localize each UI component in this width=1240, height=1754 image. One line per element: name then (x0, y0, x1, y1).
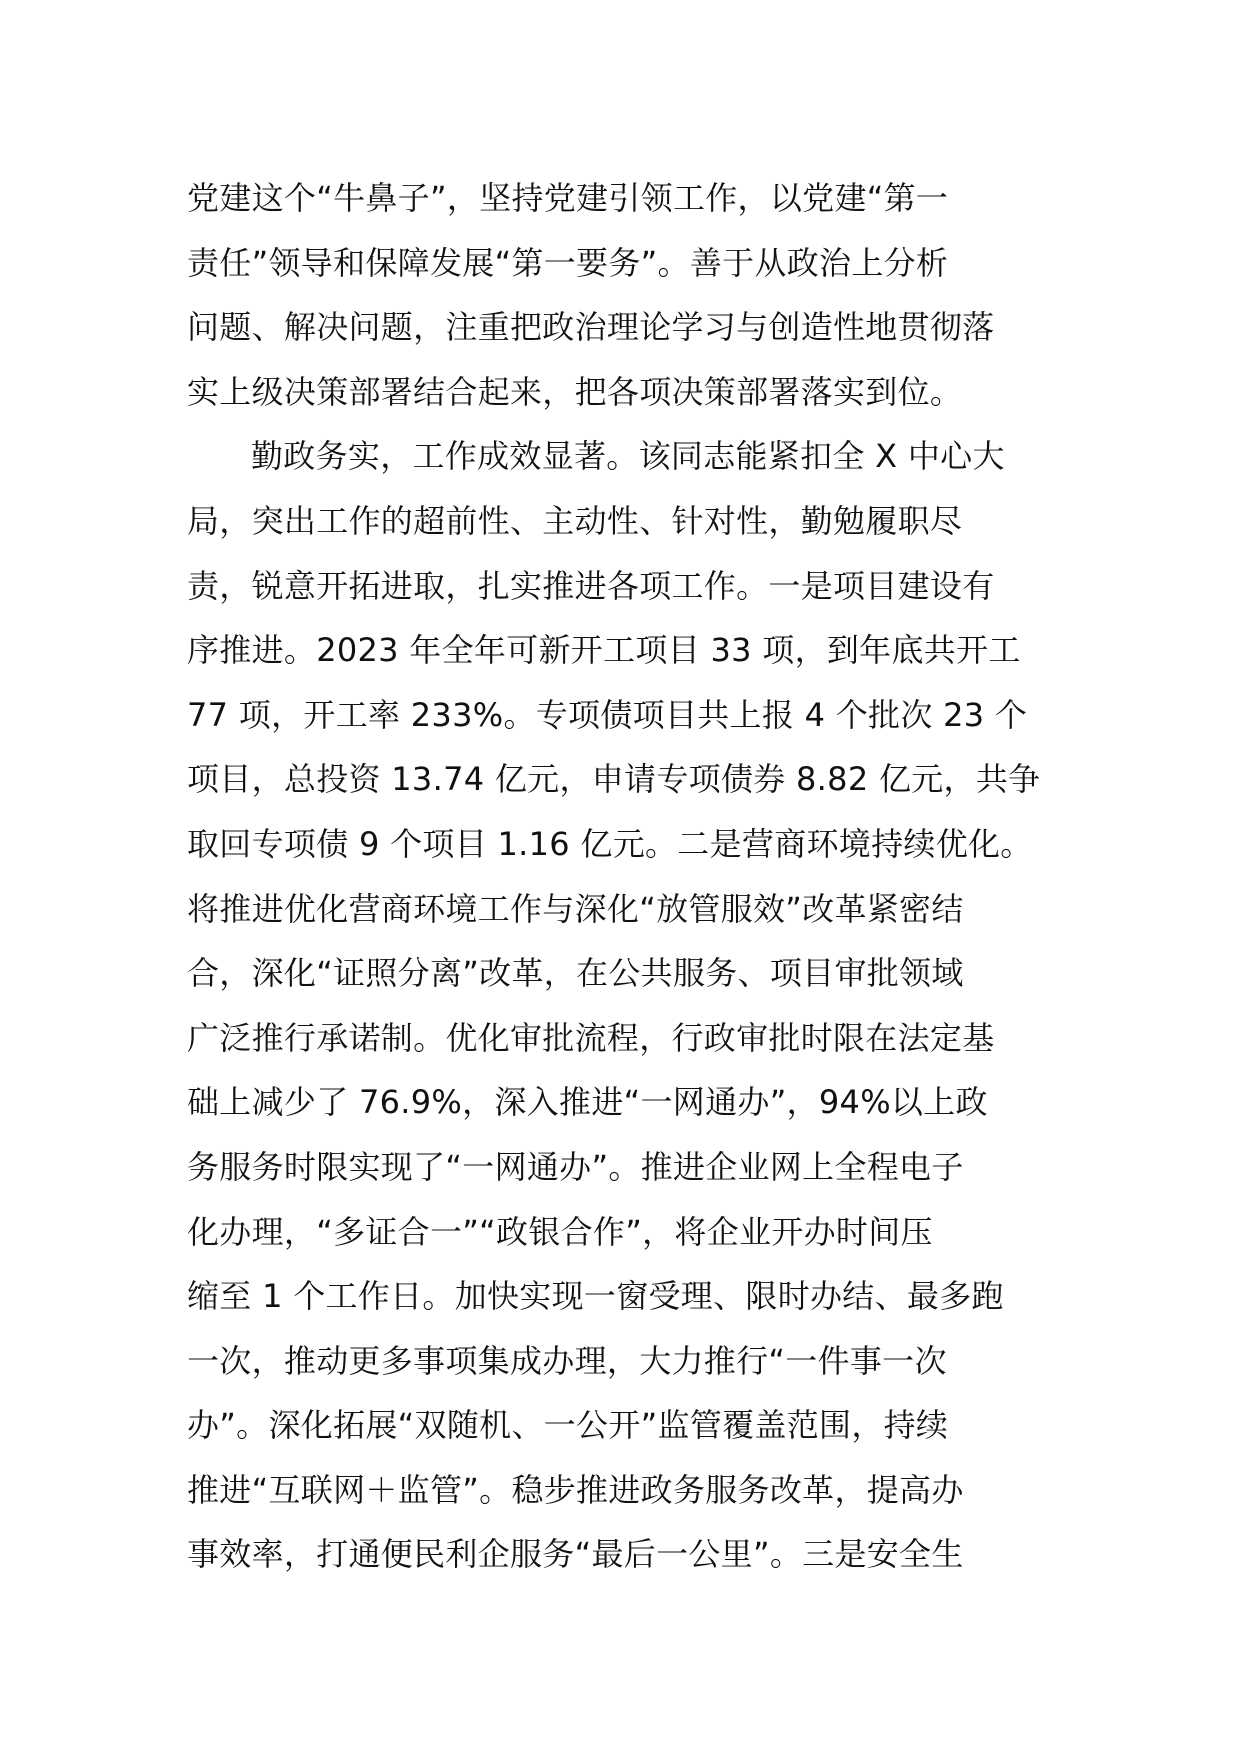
text-line: 合，深化“证照分离”改革，在公共服务、项目审批领域 (187, 954, 964, 993)
text-line: 础上减少了 76.9%，深入推进“一网通办”，94%以上政 (187, 1083, 988, 1122)
text-line: 局，突出工作的超前性、主动性、针对性，勤勉履职尽 (187, 501, 963, 540)
text-line: 缩至 1 个工作日。加快实现一窗受理、限时办结、最多跑 (187, 1277, 1004, 1316)
text-line: 问题、解决问题，注重把政治理论学习与创造性地贯彻落 (187, 308, 995, 347)
text-line: 勤政务实，工作成效显著。该同志能紧扣全 X 中心大 (251, 437, 1005, 476)
text-line: 一次，推动更多事项集成办理，大力推行“一件事一次 (187, 1341, 947, 1380)
text-line: 项目，总投资 13.74 亿元，申请专项债券 8.82 亿元，共争 (187, 760, 1041, 799)
text-line: 责任”领导和保障发展“第一要务”。善于从政治上分析 (187, 243, 949, 282)
text-line: 化办理，“多证合一”“政银合作”，将企业开办时间压 (187, 1212, 933, 1251)
text-line: 党建这个“牛鼻子”，坚持党建引领工作，以党建“第一 (187, 179, 949, 217)
text-line: 序推进。2023 年全年可新开工项目 33 项，到年底共开工 (187, 631, 1021, 670)
text-line: 推进“互联网＋监管”。稳步推进政务服务改革，提高办 (187, 1470, 964, 1509)
text-line: 77 项，开工率 233%。专项债项目共上报 4 个批次 23 个 (187, 695, 1028, 734)
text-line: 将推进优化营商环境工作与深化“放管服效”改革紧密结 (187, 889, 964, 928)
text-line: 广泛推行承诺制。优化审批流程，行政审批时限在法定基 (187, 1018, 995, 1057)
text-line: 事效率，打通便民利企服务“最后一公里”。三是安全生 (187, 1535, 964, 1574)
text-line: 办”。深化拓展“双随机、一公开”监管覆盖范围，持续 (187, 1406, 949, 1445)
text-line: 责，锐意开拓进取，扎实推进各项工作。一是项目建设有 (187, 566, 995, 605)
text-line: 取回专项债 9 个项目 1.16 亿元。二是营商环境持续优化。 (187, 824, 1033, 863)
body-text (187, 166, 1067, 1587)
text-line: 务服务时限实现了“一网通办”。推进企业网上全程电子 (187, 1147, 964, 1186)
text-line: 实上级决策部署结合起来，把各项决策部署落实到位。 (187, 372, 963, 411)
